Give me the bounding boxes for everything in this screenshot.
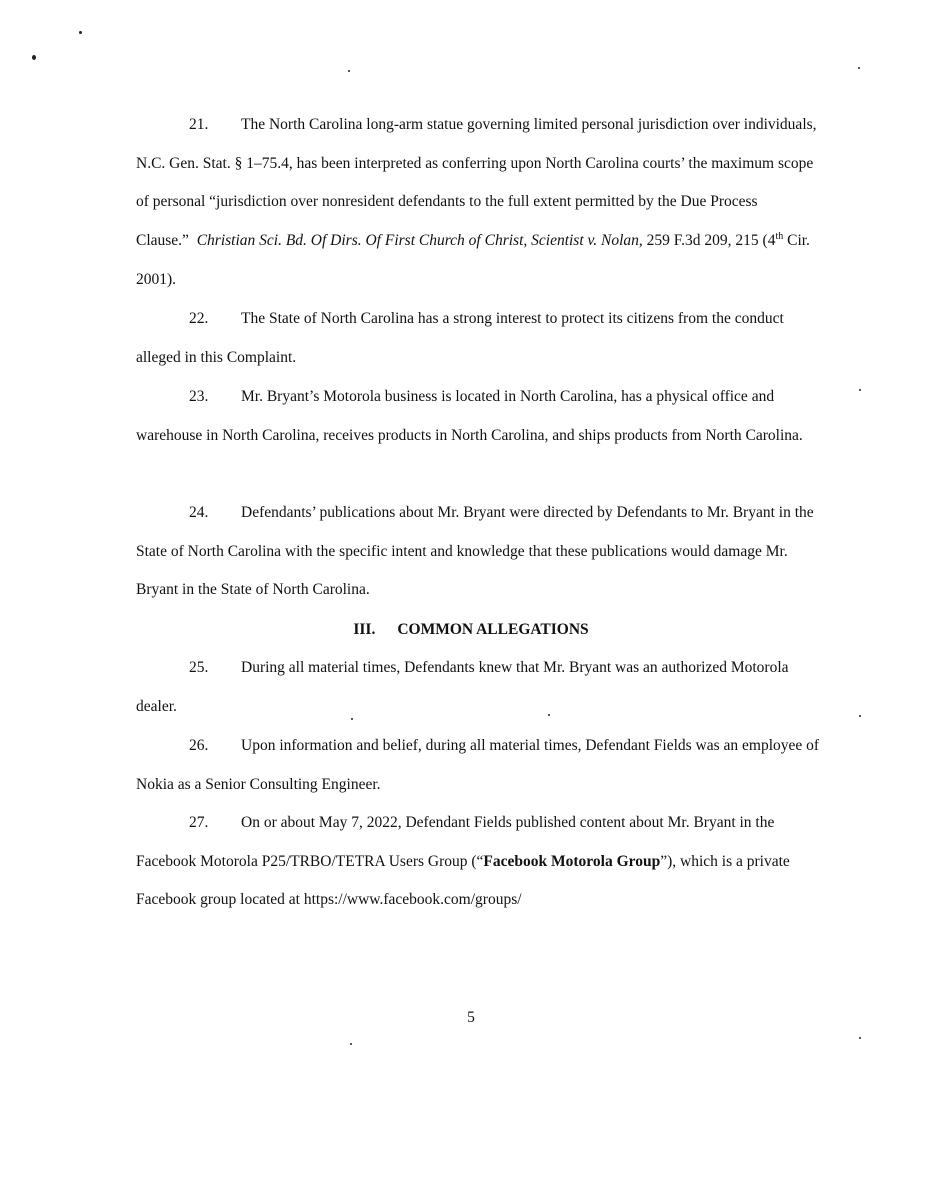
- paragraph-27: [136, 804, 826, 920]
- case-citation-end: Cir. 2001).: [136, 232, 810, 288]
- paragraph-23: [136, 378, 826, 455]
- paragraph-text: The State of North Carolina has a strong interest to protect its citizens from the conduct alleged in this Complaint.: [136, 310, 784, 366]
- section-numeral: III.: [353, 621, 376, 638]
- paragraph-number: 24.: [189, 504, 209, 521]
- paragraph-25: [136, 649, 826, 726]
- paragraph-text: The North Carolina long-arm statue governing limited personal jurisdiction over individuals, N.C. Gen. Stat. § 1–75.4, has been interpreted as conferring upon North Carolina courts’ the maximum scope of personal “jurisdiction over nonresident defendants to the full extent permitted by the Due Process Clause.”: [136, 116, 817, 250]
- paragraph-text: Mr. Bryant’s Motorola business is located in North Carolina, has a physical office and warehouse in North Carolina, receives products in North Carolina, and ships products from North Carolina.: [136, 388, 803, 444]
- paragraph-21: [136, 106, 826, 300]
- paragraph-number: 22.: [189, 310, 209, 327]
- scan-speck: [32, 55, 36, 60]
- citation-superscript: th: [775, 230, 784, 242]
- paragraph-number: 27.: [189, 814, 209, 831]
- defined-term: Facebook Motorola Group: [483, 852, 661, 870]
- paragraph-text: Defendants’ publications about Mr. Bryant were directed by Defendants to Mr. Bryant in the State of North Carolina with the specific intent and knowledge that these publications would damage Mr. Bryant in the State of North Carolina.: [136, 504, 814, 599]
- paragraph-24: [136, 494, 826, 610]
- section-heading: [0, 617, 942, 643]
- paragraph-26: [136, 727, 826, 804]
- page-number: 5: [467, 1009, 475, 1026]
- scan-speck: [348, 70, 350, 72]
- paragraph-number: 26.: [189, 737, 209, 754]
- paragraph-text: On or about May 7, 2022, Defendant Fields published content about Mr. Bryant in the Facebook Motorola P25/TRBO/TETRA Users Group (“: [136, 814, 775, 870]
- scan-speck: [859, 389, 861, 391]
- paragraph-number: 25.: [189, 659, 209, 676]
- scan-speck: [859, 1037, 861, 1039]
- paragraph-number: 23.: [189, 388, 209, 405]
- paragraph-22: [136, 300, 826, 377]
- paragraph-text-continued: ”), which is a private Facebook group located at https://www.facebook.com/groups/: [136, 852, 790, 909]
- paragraph-text: Upon information and belief, during all material times, Defendant Fields was an employee of Nokia as a Senior Consulting Engineer.: [136, 737, 820, 793]
- case-citation: , 259 F.3d 209, 215 (4: [638, 232, 776, 250]
- section-title: COMMON ALLEGATIONS: [397, 621, 589, 638]
- scan-speck: [350, 1043, 352, 1045]
- scan-speck: [859, 715, 861, 717]
- scan-speck: [858, 67, 860, 69]
- paragraph-text: During all material times, Defendants knew that Mr. Bryant was an authorized Motorola dealer.: [136, 659, 789, 715]
- scan-speck: [79, 31, 82, 34]
- paragraph-number: 21.: [189, 116, 209, 133]
- case-name: Christian Sci. Bd. Of Dirs. Of First Church of Christ, Scientist v. Nolan: [196, 232, 639, 250]
